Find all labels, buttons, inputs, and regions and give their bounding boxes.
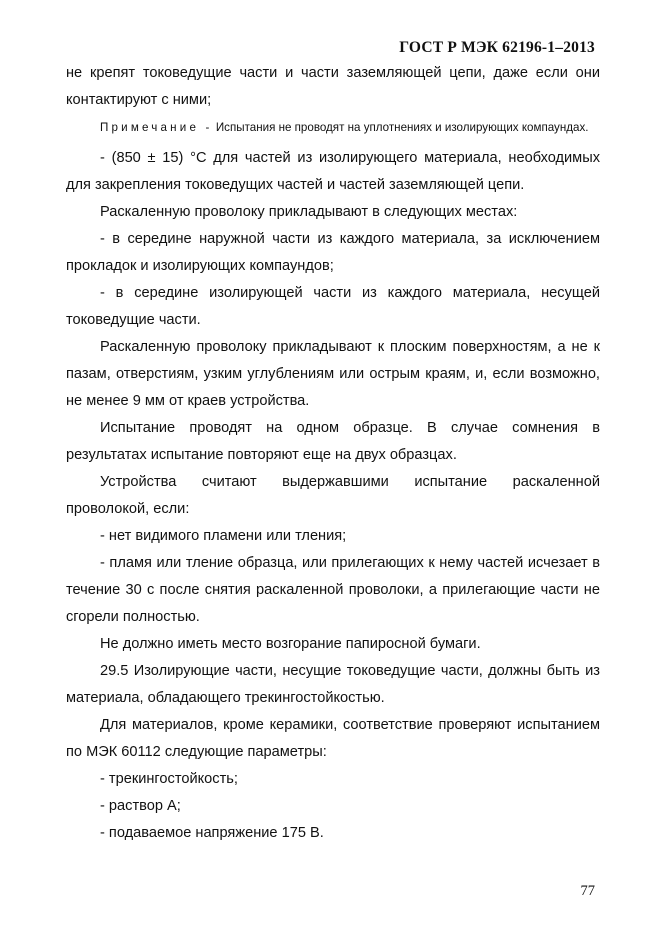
note-text: Испытания не проводят на уплотнениях и изолирующих компаундах. (215, 121, 589, 134)
note (66, 118, 600, 138)
list-item: - в середине наружной части из каждого материала, за исключением прокладок и изолирующих компаундов; (66, 231, 600, 274)
page-number: 77 (580, 883, 595, 899)
document-body (66, 60, 600, 847)
paragraph: Испытание проводят на одном образце. В случае сомнения в результатах испытание повторяют еще на двух образцах. (66, 420, 600, 463)
list-item: - трекингостойкость; (100, 771, 238, 787)
paragraph: Устройства считают выдержавшими испытание раскаленной проволокой, если: (66, 474, 600, 517)
note-label: Примечание - (100, 121, 213, 134)
list-item: - раствор А; (100, 798, 181, 814)
paragraph: не крепят токоведущие части и части заземляющей цепи, даже если они контактируют с ними; (66, 65, 600, 108)
paragraph: Раскаленную проволоку прикладывают к плоским поверхностям, а не к пазам, отверстиям, узким углублениям или острым краям, и, если возможно, не менее 9 мм от краев устройства. (66, 339, 600, 409)
paragraph: Для материалов, кроме керамики, соответствие проверяют испытанием по МЭК 60112 следующие параметры: (66, 717, 600, 760)
list-item: - нет видимого пламени или тления; (100, 528, 347, 544)
section-paragraph: 29.5 Изолирующие части, несущие токоведущие части, должны быть из материала, обладающего трекингостойкостью. (66, 663, 600, 706)
paragraph: Раскаленную проволоку прикладывают в следующих местах: (100, 204, 518, 220)
list-item: - пламя или тление образца, или прилегающих к нему частей исчезает в течение 30 с после снятия раскаленной проволоки, а прилегающие части не сгорели полностью. (66, 555, 600, 625)
paragraph: - (850 ± 15) °С для частей из изолирующего материала, необходимых для закрепления токоведущих частей и частей заземляющей цепи. (66, 150, 600, 193)
list-item: - подаваемое напряжение 175 В. (100, 825, 324, 841)
paragraph: Не должно иметь место возгорание папиросной бумаги. (100, 636, 481, 652)
list-item: - в середине изолирующей части из каждого материала, несущей токоведущие части. (66, 285, 600, 328)
document-code-header: ГОСТ Р МЭК 62196-1–2013 (399, 39, 595, 56)
